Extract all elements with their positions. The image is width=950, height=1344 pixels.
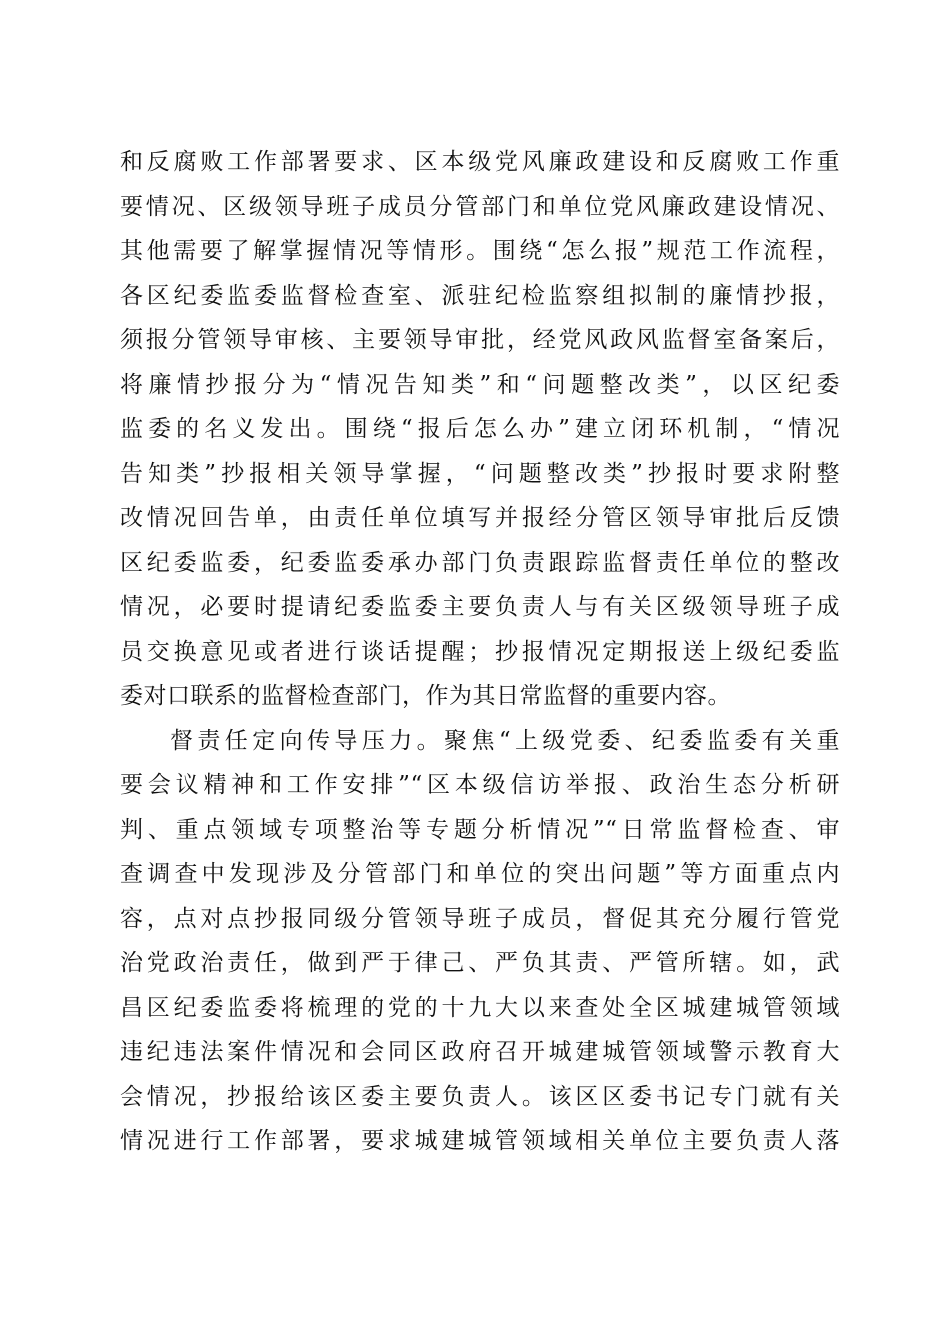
- text-line: 情况进行工作部署，要求城建城管领域相关单位主要负责人落: [120, 1128, 840, 1154]
- text-line: 容，点对点抄报同级分管领导班子成员，督促其充分履行管党: [120, 905, 840, 932]
- text-line: 告知类”抄报相关领导掌握，“问题整改类”抄报时要求附整: [120, 460, 840, 487]
- text-line: 改情况回告单，由责任单位填写并报经分管区领导审批后反馈: [120, 505, 840, 531]
- text-line: 要会议精神和工作安排”“区本级信访举报、政治生态分析研: [120, 772, 840, 798]
- paragraph-start-line: 督责任定向传导压力。聚焦“上级党委、纪委监委有关重: [170, 727, 840, 754]
- text-line: 会情况，抄报给该区委主要负责人。该区区委书记专门就有关: [120, 1083, 840, 1110]
- text-line: 区纪委监委，纪委监委承办部门负责跟踪监督责任单位的整改: [120, 549, 840, 576]
- text-line: 员交换意见或者进行谈话提醒；抄报情况定期报送上级纪委监: [120, 638, 840, 665]
- paragraph-end-line: 委对口联系的监督检查部门，作为其日常监督的重要内容。: [120, 683, 731, 709]
- text-line: 治党政治责任，做到严于律己、严负其责、严管所辖。如，武: [120, 950, 840, 976]
- text-line: 其他需要了解掌握情况等情形。围绕“怎么报”规范工作流程，: [120, 238, 840, 264]
- text-line: 和反腐败工作部署要求、区本级党风廉政建设和反腐败工作重: [120, 149, 840, 175]
- text-line: 须报分管领导审核、主要领导审批，经党风政风监督室备案后，: [120, 327, 840, 353]
- text-line: 昌区纪委监委将梳理的党的十九大以来查处全区城建城管领域: [120, 994, 840, 1021]
- text-line: 情况，必要时提请纪委监委主要负责人与有关区级领导班子成: [120, 594, 840, 620]
- text-line: 违纪违法案件情况和会同区政府召开城建城管领域警示教育大: [120, 1039, 840, 1065]
- text-line: 各区纪委监委监督检查室、派驻纪检监察组拟制的廉情抄报，: [120, 282, 840, 309]
- text-line: 判、重点领域专项整治等专题分析情况”“日常监督检查、审: [120, 816, 840, 843]
- text-line: 监委的名义发出。围绕“报后怎么办”建立闭环机制，“情况: [120, 416, 840, 442]
- body-text: [120, 140, 840, 1164]
- text-line: 要情况、区级领导班子成员分管部门和单位党风廉政建设情况、: [120, 193, 840, 220]
- text-line: 查调查中发现涉及分管部门和单位的突出问题”等方面重点内: [120, 861, 840, 887]
- text-line: 将廉情抄报分为“情况告知类”和“问题整改类”，以区纪委: [120, 371, 840, 398]
